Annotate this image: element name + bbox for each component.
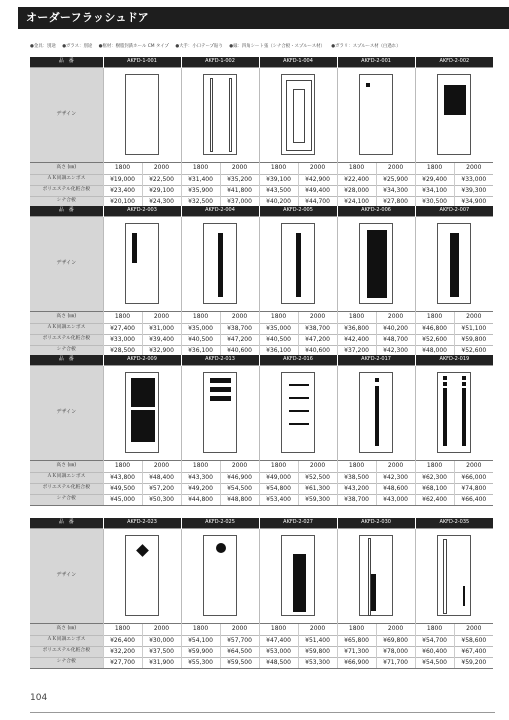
price: ¥29,100 [142, 185, 181, 196]
door-panel-mark [443, 382, 447, 386]
price: ¥38,500 [337, 472, 376, 483]
design-cell [415, 528, 493, 623]
price: ¥27,800 [376, 196, 415, 207]
price: ¥35,200 [220, 174, 259, 185]
model-number: AKFD-2-016 [259, 355, 337, 365]
price: ¥40,600 [298, 345, 337, 356]
price: ¥40,600 [220, 345, 259, 356]
price: ¥28,000 [337, 185, 376, 196]
price: ¥40,500 [259, 334, 298, 345]
price: ¥48,600 [376, 483, 415, 494]
price: ¥25,900 [376, 174, 415, 185]
price: ¥68,100 [415, 483, 454, 494]
model-number: AKFD-2-023 [103, 518, 181, 528]
height-value: 1800 [259, 623, 298, 635]
design-cell [415, 216, 493, 311]
height-value: 1800 [181, 623, 220, 635]
design-cell [181, 67, 259, 162]
price-table [30, 206, 493, 357]
price: ¥71,300 [337, 646, 376, 657]
price: ¥41,800 [220, 185, 259, 196]
height-value: 2000 [220, 162, 259, 174]
height-value: 2000 [454, 162, 493, 174]
note: ●縁：四角シート張（シナ合板・スプルース材） [229, 44, 325, 49]
door-panel-mark [462, 388, 466, 446]
door-design-icon [125, 535, 159, 616]
price: ¥54,100 [181, 635, 220, 646]
price: ¥52,600 [415, 334, 454, 345]
model-label: 品 番 [30, 518, 103, 528]
design-cell [259, 528, 337, 623]
price-table [30, 57, 493, 208]
price: ¥54,700 [415, 635, 454, 646]
ak-emboss-label: ＡＫ同調エンボス [30, 472, 103, 483]
height-value: 2000 [298, 460, 337, 472]
price: ¥47,200 [298, 334, 337, 345]
price: ¥43,800 [103, 472, 142, 483]
shina-label: シナ合板 [30, 657, 103, 668]
price: ¥49,000 [259, 472, 298, 483]
door-panel-mark [229, 78, 232, 152]
price: ¥66,900 [337, 657, 376, 668]
price: ¥53,000 [259, 646, 298, 657]
height-value: 1800 [259, 162, 298, 174]
height-value: 1800 [259, 460, 298, 472]
page-number: 104 [30, 693, 48, 703]
door-design-icon [203, 223, 237, 304]
price: ¥48,000 [415, 345, 454, 356]
price: ¥54,500 [220, 483, 259, 494]
price: ¥35,000 [259, 323, 298, 334]
ak-emboss-label: ＡＫ同調エンボス [30, 635, 103, 646]
price: ¥20,100 [103, 196, 142, 207]
price: ¥62,300 [415, 472, 454, 483]
price: ¥32,900 [142, 345, 181, 356]
price: ¥31,000 [142, 323, 181, 334]
height-value: 1800 [103, 623, 142, 635]
model-label: 品 番 [30, 57, 103, 67]
price: ¥58,600 [454, 635, 493, 646]
design-cell [181, 528, 259, 623]
price: ¥55,300 [181, 657, 220, 668]
height-value: 2000 [454, 460, 493, 472]
height-value: 2000 [142, 460, 181, 472]
price: ¥59,800 [454, 334, 493, 345]
page-header [18, 7, 509, 29]
model-number: AKFD-2-019 [415, 355, 493, 365]
price: ¥59,300 [298, 494, 337, 505]
design-label: デザイン [30, 365, 103, 460]
model-number: AKFD-2-003 [103, 206, 181, 216]
design-cell [337, 216, 415, 311]
height-label: 高さ (㎜) [30, 162, 103, 174]
door-panel-mark [289, 423, 309, 425]
design-label: デザイン [30, 528, 103, 623]
height-value: 1800 [337, 623, 376, 635]
price: ¥40,500 [181, 334, 220, 345]
height-label: 高さ (㎜) [30, 311, 103, 323]
shina-label: シナ合板 [30, 196, 103, 207]
price: ¥31,900 [142, 657, 181, 668]
price: ¥35,000 [181, 323, 220, 334]
price: ¥36,100 [181, 345, 220, 356]
door-panel-mark [462, 376, 466, 380]
door-panel-mark [443, 388, 447, 446]
door-panel-mark [210, 378, 231, 383]
design-cell [415, 67, 493, 162]
price-table [30, 355, 493, 506]
door-panel-mark [210, 396, 231, 401]
door-panel-mark [450, 233, 459, 297]
door-panel-mark [289, 410, 309, 412]
price: ¥47,400 [259, 635, 298, 646]
polyester-label: ポリエステル化粧合板 [30, 334, 103, 345]
height-value: 2000 [142, 311, 181, 323]
price: ¥44,700 [298, 196, 337, 207]
design-cell [259, 216, 337, 311]
price: ¥43,200 [337, 483, 376, 494]
model-number: AKFD-2-002 [415, 57, 493, 67]
price: ¥54,800 [259, 483, 298, 494]
door-panel-mark [371, 574, 376, 611]
door-panel-mark [289, 397, 309, 399]
price: ¥45,000 [103, 494, 142, 505]
model-number: AKFD-2-009 [103, 355, 181, 365]
design-cell [259, 67, 337, 162]
price: ¥49,200 [181, 483, 220, 494]
door-panel-mark [132, 233, 137, 263]
door-design-icon [437, 223, 471, 304]
note: ●ガラリ：スプルース材（白過れ） [331, 44, 401, 49]
door-panel-mark [375, 386, 379, 446]
height-value: 2000 [376, 162, 415, 174]
price: ¥46,800 [415, 323, 454, 334]
price: ¥33,000 [454, 174, 493, 185]
polyester-label: ポリエステル化粧合板 [30, 185, 103, 196]
price: ¥23,400 [103, 185, 142, 196]
price: ¥61,300 [298, 483, 337, 494]
price: ¥52,600 [454, 345, 493, 356]
door-design-icon [125, 223, 159, 304]
price: ¥38,700 [337, 494, 376, 505]
price: ¥53,400 [259, 494, 298, 505]
door-design-icon [359, 223, 393, 304]
ak-emboss-label: ＡＫ同調エンボス [30, 174, 103, 185]
door-panel-mark [375, 378, 379, 382]
price: ¥36,100 [259, 345, 298, 356]
door-panel-mark [293, 89, 305, 143]
height-value: 2000 [298, 162, 337, 174]
height-value: 1800 [181, 311, 220, 323]
spec-notes [30, 43, 500, 49]
price: ¥39,100 [259, 174, 298, 185]
price: ¥51,100 [454, 323, 493, 334]
price: ¥36,800 [337, 323, 376, 334]
door-design-icon [437, 74, 471, 155]
height-value: 2000 [454, 623, 493, 635]
door-design-icon [203, 74, 237, 155]
design-cell [103, 365, 181, 460]
height-value: 1800 [181, 460, 220, 472]
door-design-icon [203, 372, 237, 453]
price: ¥67,400 [454, 646, 493, 657]
price: ¥43,300 [181, 472, 220, 483]
height-value: 2000 [376, 311, 415, 323]
price: ¥22,400 [337, 174, 376, 185]
price: ¥51,400 [298, 635, 337, 646]
polyester-label: ポリエステル化粧合板 [30, 646, 103, 657]
price: ¥40,200 [376, 323, 415, 334]
note: ●大手：小口テープ貼り [175, 44, 223, 49]
model-number: AKFD-2-035 [415, 518, 493, 528]
footer-divider [30, 712, 495, 713]
door-panel-mark [289, 384, 309, 386]
price: ¥34,100 [415, 185, 454, 196]
price: ¥66,400 [454, 494, 493, 505]
price: ¥59,900 [181, 646, 220, 657]
design-cell [103, 67, 181, 162]
ak-emboss-label: ＡＫ同調エンボス [30, 323, 103, 334]
model-number: AKFD-1-004 [259, 57, 337, 67]
door-panel-mark [131, 378, 155, 407]
model-number: AKFD-2-006 [337, 206, 415, 216]
design-label: デザイン [30, 67, 103, 162]
price: ¥39,400 [142, 334, 181, 345]
door-design-icon [125, 372, 159, 453]
price-table [30, 518, 493, 669]
design-cell [337, 365, 415, 460]
model-number: AKFD-2-004 [181, 206, 259, 216]
design-cell [337, 67, 415, 162]
height-value: 2000 [142, 623, 181, 635]
price: ¥66,000 [454, 472, 493, 483]
price: ¥24,100 [337, 196, 376, 207]
height-value: 2000 [220, 311, 259, 323]
door-design-icon [203, 535, 237, 616]
model-number: AKFD-2-027 [259, 518, 337, 528]
height-value: 2000 [220, 460, 259, 472]
model-number: AKFD-2-030 [337, 518, 415, 528]
price: ¥40,200 [259, 196, 298, 207]
height-value: 1800 [415, 623, 454, 635]
door-design-icon [437, 372, 471, 453]
design-cell [103, 216, 181, 311]
note: ●金具：別途 [30, 44, 56, 49]
price: ¥78,000 [376, 646, 415, 657]
price: ¥24,300 [142, 196, 181, 207]
door-panel-mark [131, 410, 155, 442]
model-number: AKFD-2-013 [181, 355, 259, 365]
door-panel-mark [444, 85, 466, 115]
price: ¥50,300 [142, 494, 181, 505]
price: ¥33,000 [103, 334, 142, 345]
height-value: 1800 [103, 460, 142, 472]
design-cell [259, 365, 337, 460]
door-panel-mark [443, 539, 447, 614]
price: ¥34,900 [454, 196, 493, 207]
height-value: 2000 [298, 623, 337, 635]
height-value: 2000 [220, 623, 259, 635]
height-value: 1800 [103, 311, 142, 323]
price: ¥30,500 [415, 196, 454, 207]
price: ¥35,900 [181, 185, 220, 196]
model-number: AKFD-2-007 [415, 206, 493, 216]
price: ¥37,500 [142, 646, 181, 657]
height-value: 1800 [181, 162, 220, 174]
door-design-icon [437, 535, 471, 616]
height-value: 2000 [376, 460, 415, 472]
height-value: 1800 [415, 311, 454, 323]
model-number: AKFD-2-005 [259, 206, 337, 216]
height-value: 2000 [142, 162, 181, 174]
price: ¥28,500 [103, 345, 142, 356]
model-number: AKFD-2-025 [181, 518, 259, 528]
price: ¥42,900 [298, 174, 337, 185]
height-value: 1800 [337, 162, 376, 174]
price: ¥57,700 [220, 635, 259, 646]
price: ¥22,500 [142, 174, 181, 185]
page-title: オーダーフラッシュドア [26, 11, 149, 24]
price: ¥42,300 [376, 345, 415, 356]
door-panel-mark [293, 554, 306, 612]
door-design-icon [281, 74, 315, 155]
price: ¥34,300 [376, 185, 415, 196]
price: ¥49,500 [103, 483, 142, 494]
note: ●ガラス：別途 [62, 44, 93, 49]
model-label: 品 番 [30, 206, 103, 216]
door-design-icon [281, 372, 315, 453]
height-label: 高さ (㎜) [30, 623, 103, 635]
price: ¥46,900 [220, 472, 259, 483]
price: ¥44,800 [181, 494, 220, 505]
price: ¥60,400 [415, 646, 454, 657]
price: ¥47,200 [220, 334, 259, 345]
height-value: 1800 [415, 162, 454, 174]
door-panel-mark [463, 586, 465, 606]
design-cell [181, 216, 259, 311]
design-cell [103, 528, 181, 623]
price: ¥59,200 [454, 657, 493, 668]
price: ¥48,700 [376, 334, 415, 345]
price: ¥64,500 [220, 646, 259, 657]
height-value: 2000 [298, 311, 337, 323]
price: ¥49,400 [298, 185, 337, 196]
design-cell [337, 528, 415, 623]
price: ¥43,000 [376, 494, 415, 505]
price: ¥57,200 [142, 483, 181, 494]
shina-label: シナ合板 [30, 494, 103, 505]
door-design-icon [359, 74, 393, 155]
door-panel-mark [443, 376, 447, 380]
price: ¥37,200 [337, 345, 376, 356]
height-value: 2000 [376, 623, 415, 635]
model-number: AKFD-1-001 [103, 57, 181, 67]
door-panel-mark [136, 544, 149, 557]
price: ¥71,700 [376, 657, 415, 668]
door-panel-mark [462, 382, 466, 386]
price: ¥31,400 [181, 174, 220, 185]
door-design-icon [281, 535, 315, 616]
door-panel-mark [366, 83, 370, 87]
door-panel-mark [218, 233, 223, 297]
price: ¥32,500 [181, 196, 220, 207]
price: ¥37,000 [220, 196, 259, 207]
price: ¥39,300 [454, 185, 493, 196]
door-panel-mark [296, 233, 301, 297]
price: ¥69,800 [376, 635, 415, 646]
door-panel-mark [210, 387, 231, 392]
door-design-icon [359, 535, 393, 616]
height-value: 1800 [259, 311, 298, 323]
price: ¥38,700 [298, 323, 337, 334]
shina-label: シナ合板 [30, 345, 103, 356]
price: ¥43,500 [259, 185, 298, 196]
door-panel-mark [367, 230, 387, 298]
price: ¥27,700 [103, 657, 142, 668]
price: ¥65,800 [337, 635, 376, 646]
note: ●框材：樹脂封鉄ホール CM タイプ [98, 44, 169, 49]
model-label: 品 番 [30, 355, 103, 365]
price: ¥38,700 [220, 323, 259, 334]
price: ¥32,200 [103, 646, 142, 657]
price: ¥54,500 [415, 657, 454, 668]
door-design-icon [359, 372, 393, 453]
price: ¥29,400 [415, 174, 454, 185]
price: ¥48,800 [220, 494, 259, 505]
price: ¥30,000 [142, 635, 181, 646]
height-value: 2000 [454, 311, 493, 323]
price: ¥26,400 [103, 635, 142, 646]
price: ¥48,500 [259, 657, 298, 668]
door-design-icon [125, 74, 159, 155]
price: ¥42,400 [337, 334, 376, 345]
polyester-label: ポリエステル化粧合板 [30, 483, 103, 494]
height-value: 1800 [103, 162, 142, 174]
door-design-icon [281, 223, 315, 304]
design-label: デザイン [30, 216, 103, 311]
price: ¥62,400 [415, 494, 454, 505]
design-cell [415, 365, 493, 460]
model-number: AKFD-2-001 [337, 57, 415, 67]
height-value: 1800 [337, 460, 376, 472]
door-panel-mark [216, 543, 226, 553]
height-value: 1800 [415, 460, 454, 472]
door-panel-mark [210, 78, 213, 152]
price: ¥59,500 [220, 657, 259, 668]
price: ¥53,300 [298, 657, 337, 668]
price: ¥52,500 [298, 472, 337, 483]
price: ¥42,300 [376, 472, 415, 483]
design-cell [181, 365, 259, 460]
price: ¥19,000 [103, 174, 142, 185]
price: ¥48,400 [142, 472, 181, 483]
model-number: AKFD-1-002 [181, 57, 259, 67]
model-number: AKFD-2-017 [337, 355, 415, 365]
price: ¥59,800 [298, 646, 337, 657]
height-value: 1800 [337, 311, 376, 323]
price: ¥27,400 [103, 323, 142, 334]
height-label: 高さ (㎜) [30, 460, 103, 472]
price: ¥74,800 [454, 483, 493, 494]
